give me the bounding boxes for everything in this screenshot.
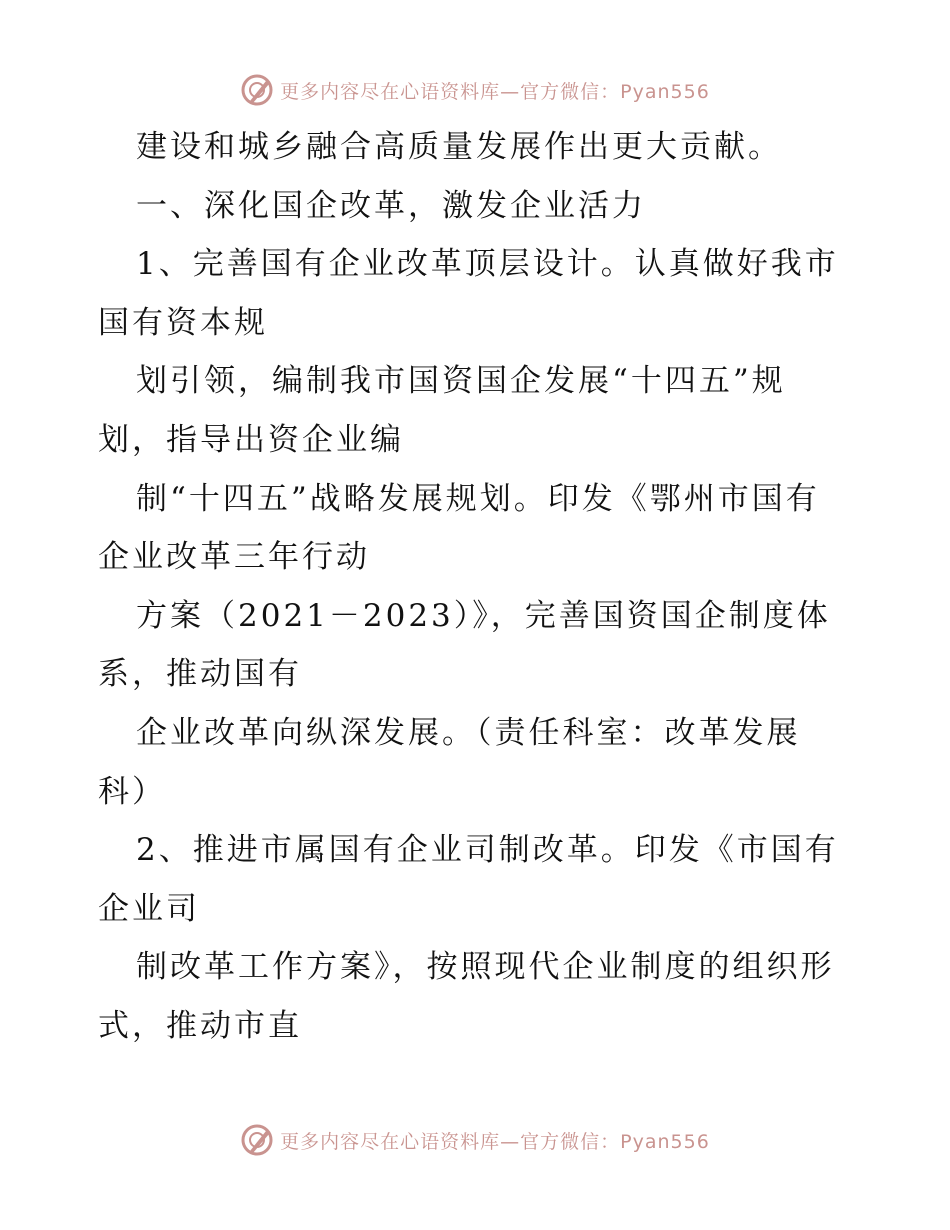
- text-line: 系，推动国有: [98, 656, 302, 693]
- text-line: 2、推进市属国有企业司制改革。印发《市国有: [136, 832, 839, 869]
- quill-seal-icon: [240, 1123, 274, 1157]
- text-line: 建设和城乡融合高质量发展作出更大贡献。: [136, 129, 782, 165]
- document-body: [98, 118, 858, 1056]
- text-line: 科）: [98, 773, 166, 810]
- watermark-text: 更多内容尽在心语资料库—官方微信：Pyan556: [280, 80, 710, 103]
- watermark-text: 更多内容尽在心语资料库—官方微信：Pyan556: [280, 1130, 710, 1153]
- section-heading: 一、深化国企改革，激发企业活力: [136, 187, 646, 224]
- header-watermark: [0, 70, 950, 110]
- text-line: 方案（2021－2023）》，完善国资国企制度体: [136, 597, 831, 634]
- footer-watermark: [0, 1120, 950, 1160]
- text-line: 企业改革三年行动: [98, 539, 370, 576]
- text-line: 划，指导出资企业编: [98, 421, 404, 458]
- text-line: 企业改革向纵深发展。（责任科室：改革发展: [136, 714, 801, 751]
- text-line: 式，推动市直: [98, 1007, 302, 1044]
- quill-seal-icon: [240, 73, 274, 107]
- text-line: 国有资本规: [98, 304, 268, 341]
- text-line: 制“十四五”战略发展规划。印发《鄂州市国有: [136, 480, 820, 517]
- text-line: 划引领，编制我市国资国企发展“十四五”规: [136, 363, 786, 400]
- text-line: 1、完善国有企业改革顶层设计。认真做好我市: [136, 246, 839, 283]
- text-line: 制改革工作方案》，按照现代企业制度的组织形: [136, 949, 835, 986]
- text-line: 企业司: [98, 890, 200, 927]
